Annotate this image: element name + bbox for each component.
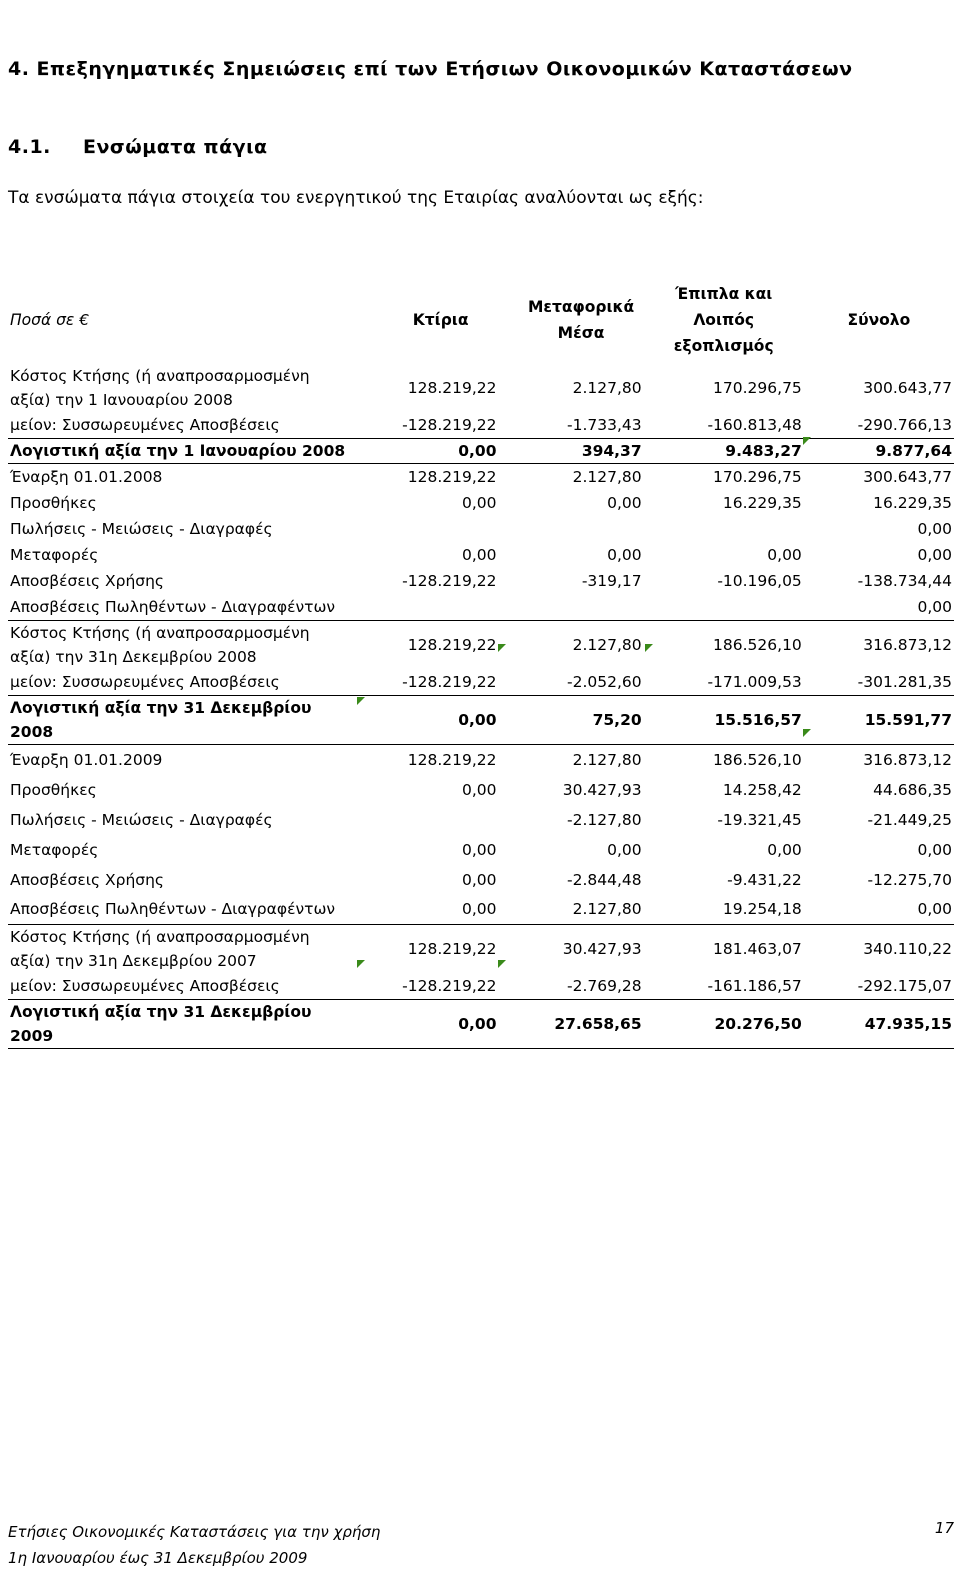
comment-marker-icon bbox=[357, 960, 365, 968]
fixed-assets-table bbox=[8, 276, 954, 1049]
table-row bbox=[8, 542, 954, 568]
cell: 0,00 bbox=[607, 546, 642, 564]
comment-marker-icon bbox=[498, 644, 506, 652]
col-vehicles: Μεταφορικά Μέσα bbox=[527, 298, 635, 342]
cell: -160.813,48 bbox=[644, 412, 804, 439]
row-label: Κόστος Κτήσης (ή αναπροσαρμοσμένη αξία) την 31η Δεκεμβρίου 2008 bbox=[8, 621, 353, 670]
table-row bbox=[8, 516, 954, 542]
footer-line-2: 1η Ιανουαρίου έως 31 Δεκεμβρίου 2009 bbox=[8, 1549, 308, 1567]
cell: 170.296,75 bbox=[713, 468, 802, 486]
comment-marker-icon bbox=[645, 644, 653, 652]
footer-line-1: Ετήσιες Οικονομικές Καταστάσεις για την χρήση bbox=[8, 1523, 381, 1541]
row-label: Μεταφορές bbox=[10, 546, 99, 564]
cell: 128.219,22 bbox=[407, 468, 497, 486]
table-row-subtotal bbox=[8, 696, 954, 745]
table-row bbox=[8, 865, 954, 895]
cell: -128.219,22 bbox=[402, 572, 497, 590]
cell: -161.186,57 bbox=[644, 973, 804, 1000]
cell: 14.258,42 bbox=[722, 780, 802, 799]
cell: -2.052,60 bbox=[499, 669, 644, 696]
cell: 186.526,10 bbox=[713, 750, 802, 769]
cell: 9.877,64 bbox=[804, 439, 954, 464]
cell: 0,00 bbox=[917, 900, 952, 919]
cell: 316.873,12 bbox=[804, 621, 954, 670]
cell: 9.483,27 bbox=[644, 439, 804, 464]
cell: 0,00 bbox=[917, 520, 952, 538]
row-label: μείον: Συσσωρευμένες Αποσβέσεις bbox=[8, 973, 353, 1000]
table-row bbox=[8, 775, 954, 805]
cell: 128.219,22 bbox=[353, 925, 498, 974]
cell: -128.219,22 bbox=[353, 669, 498, 696]
cell: 0,00 bbox=[607, 840, 642, 859]
cell: 16.229,35 bbox=[722, 494, 802, 512]
cell: 2.127,80 bbox=[572, 468, 642, 486]
comment-marker-icon bbox=[498, 960, 506, 968]
row-label: Πωλήσεις - Μειώσεις - Διαγραφές bbox=[10, 810, 273, 829]
cell: 2.127,80 bbox=[572, 750, 642, 769]
cell: 128.219,22 bbox=[407, 750, 497, 769]
row-label: Αποσβέσεις Χρήσης bbox=[10, 572, 165, 590]
cell: 316.873,12 bbox=[863, 750, 952, 769]
cell bbox=[644, 594, 804, 621]
cell: 0,00 bbox=[461, 546, 497, 564]
row-label: Κόστος Κτήσης (ή αναπροσαρμοσμένη αξία) την 1 Ιανουαρίου 2008 bbox=[10, 367, 310, 409]
cell: -10.196,05 bbox=[717, 572, 802, 590]
cell: 394,37 bbox=[499, 439, 644, 464]
cell bbox=[499, 516, 644, 542]
cell: 128.219,22 bbox=[353, 621, 498, 670]
cell: 16.229,35 bbox=[873, 494, 952, 512]
page-footer bbox=[8, 1519, 954, 1571]
cell: 2.127,80 bbox=[572, 379, 642, 397]
cell: 75,20 bbox=[499, 696, 644, 745]
cell: -1.733,43 bbox=[499, 412, 644, 439]
cell: 0,00 bbox=[607, 494, 642, 512]
row-label: Αποσβέσεις Πωληθέντων - Διαγραφέντων bbox=[10, 900, 336, 919]
comment-marker-icon bbox=[357, 697, 365, 705]
row-label: Έναρξη 01.01.2009 bbox=[10, 750, 163, 769]
cell bbox=[644, 516, 804, 542]
subsection-number: 4.1. bbox=[8, 136, 51, 158]
table-row bbox=[8, 973, 954, 1000]
row-label: Αποσβέσεις Χρήσης bbox=[10, 870, 165, 889]
row-label: Κόστος Κτήσης (ή αναπροσαρμοσμένη αξία) την 31η Δεκεμβρίου 2007 bbox=[8, 925, 353, 974]
subsection-title: Ενσώματα πάγια bbox=[83, 136, 268, 158]
cell: 27.658,65 bbox=[499, 1000, 644, 1049]
cell: 47.935,15 bbox=[804, 1000, 954, 1049]
cell bbox=[353, 805, 498, 835]
cell: 0,00 bbox=[767, 546, 802, 564]
cell: 2.127,80 bbox=[499, 621, 644, 670]
table-row-total bbox=[8, 1000, 954, 1049]
row-label: Προσθήκες bbox=[10, 494, 97, 512]
cell: 15.516,57 bbox=[644, 696, 804, 745]
cell: 181.463,07 bbox=[644, 925, 804, 974]
cell: -128.219,22 bbox=[353, 973, 498, 1000]
row-label: Πωλήσεις - Μειώσεις - Διαγραφές bbox=[10, 520, 273, 538]
table-row-subtotal bbox=[8, 439, 954, 464]
cell: 0,00 bbox=[917, 598, 952, 616]
cell: -2.127,80 bbox=[567, 810, 642, 829]
row-label: Προσθήκες bbox=[10, 780, 97, 799]
subsection-heading bbox=[8, 136, 268, 158]
table-header-row bbox=[8, 276, 954, 364]
cell: 0,00 bbox=[353, 696, 498, 745]
row-label: Έναρξη 01.01.2008 bbox=[10, 468, 163, 486]
cell: -19.321,45 bbox=[717, 810, 802, 829]
cell: 0,00 bbox=[353, 439, 498, 464]
cell bbox=[499, 594, 644, 621]
cell: -2.844,48 bbox=[567, 870, 642, 889]
cell: 30.427,93 bbox=[499, 925, 644, 974]
table-row bbox=[8, 364, 954, 412]
col-total: Σύνολο bbox=[847, 311, 911, 329]
page-number: 17 bbox=[934, 1519, 954, 1537]
cell: -12.275,70 bbox=[867, 870, 952, 889]
cell: 128.219,22 bbox=[407, 379, 497, 397]
cell: 0,00 bbox=[767, 840, 802, 859]
cell: 0,00 bbox=[917, 546, 952, 564]
row-label: Λογιστική αξία την 31 Δεκεμβρίου 2008 bbox=[8, 696, 353, 745]
row-label: Λογιστική αξία την 1 Ιανουαρίου 2008 bbox=[8, 439, 353, 464]
cell: -301.281,35 bbox=[804, 669, 954, 696]
table-row bbox=[8, 835, 954, 865]
intro-text: Τα ενσώματα πάγια στοιχεία του ενεργητικού της Εταιρίας αναλύονται ως εξής: bbox=[8, 188, 704, 208]
cell: -292.175,07 bbox=[804, 973, 954, 1000]
cell bbox=[353, 516, 498, 542]
cell: 0,00 bbox=[461, 870, 497, 889]
cell: 2.127,80 bbox=[572, 900, 642, 919]
cell: -290.766,13 bbox=[804, 412, 954, 439]
cell: 0,00 bbox=[461, 494, 497, 512]
table-row bbox=[8, 745, 954, 775]
cell: -2.769,28 bbox=[499, 973, 644, 1000]
cell bbox=[353, 594, 498, 621]
cell: 0,00 bbox=[917, 840, 952, 859]
cell: 0,00 bbox=[353, 1000, 498, 1049]
row-label: μείον: Συσσωρευμένες Αποσβέσεις bbox=[8, 412, 353, 439]
cell: 170.296,75 bbox=[713, 379, 802, 397]
table-row bbox=[8, 925, 954, 974]
table-row bbox=[8, 490, 954, 516]
table-row bbox=[8, 568, 954, 594]
cell: -128.219,22 bbox=[353, 412, 498, 439]
cell: -21.449,25 bbox=[867, 810, 952, 829]
col-furniture: Έπιπλα και Λοιπός εξοπλισμός bbox=[673, 285, 774, 355]
cell: 19.254,18 bbox=[722, 900, 802, 919]
cell: 20.276,50 bbox=[644, 1000, 804, 1049]
cell: -9.431,22 bbox=[727, 870, 802, 889]
cell: 186.526,10 bbox=[644, 621, 804, 670]
cell: 15.591,77 bbox=[804, 696, 954, 745]
cell: 0,00 bbox=[461, 840, 497, 859]
cell: -319,17 bbox=[581, 572, 642, 590]
cell: 44.686,35 bbox=[873, 780, 952, 799]
row-label: μείον: Συσσωρευμένες Αποσβέσεις bbox=[8, 669, 353, 696]
cell: -171.009,53 bbox=[644, 669, 804, 696]
cell: 300.643,77 bbox=[863, 468, 952, 486]
cell: 0,00 bbox=[461, 780, 497, 799]
comment-marker-icon bbox=[803, 437, 811, 445]
table-row bbox=[8, 895, 954, 925]
comment-marker-icon bbox=[803, 729, 811, 737]
table-row bbox=[8, 412, 954, 439]
cell: 340.110,22 bbox=[804, 925, 954, 974]
row-label: Μεταφορές bbox=[10, 840, 99, 859]
table-row bbox=[8, 669, 954, 696]
table-row bbox=[8, 594, 954, 621]
currency-label: Ποσά σε € bbox=[10, 311, 90, 329]
table-row bbox=[8, 805, 954, 835]
cell: 0,00 bbox=[461, 900, 497, 919]
row-label: Λογιστική αξία την 31 Δεκεμβρίου 2009 bbox=[8, 1000, 353, 1049]
cell: 300.643,77 bbox=[863, 379, 952, 397]
col-buildings: Κτίρια bbox=[412, 311, 469, 329]
cell: -138.734,44 bbox=[857, 572, 952, 590]
table-row bbox=[8, 621, 954, 670]
cell: 30.427,93 bbox=[562, 780, 642, 799]
row-label: Αποσβέσεις Πωληθέντων - Διαγραφέντων bbox=[10, 598, 336, 616]
section-heading: 4. Επεξηγηματικές Σημειώσεις επί των Ετήσιων Οικονομικών Καταστάσεων bbox=[8, 58, 853, 80]
table-row bbox=[8, 464, 954, 491]
